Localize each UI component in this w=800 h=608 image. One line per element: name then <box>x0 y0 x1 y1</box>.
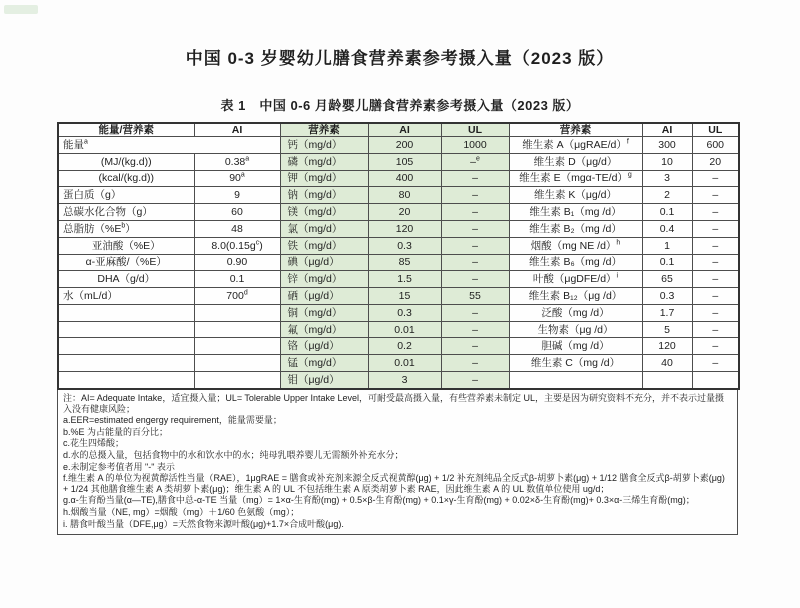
col-header-energy-nutrient: 能量/营养素 <box>58 123 194 137</box>
table-cell: 亚油酸（%E） <box>58 237 194 254</box>
footnote-line: d.水的总摄入量，包括食物中的水和饮水中的水；纯母乳喂养婴儿无需额外补充水分； <box>63 450 404 461</box>
table-cell: – <box>692 304 739 321</box>
nutrient-table <box>57 122 740 390</box>
table-cell: 0.01 <box>368 321 441 338</box>
table-cell: 15 <box>368 288 441 305</box>
table-cell: (MJ/(kg.d)) <box>58 153 194 170</box>
table-cell <box>509 372 642 390</box>
table-cell: 20 <box>368 204 441 221</box>
table-cell <box>642 372 692 390</box>
table-cell <box>194 304 280 321</box>
table-cell: 9 <box>194 187 280 204</box>
table-cell: 0.38$^a$ <box>194 153 280 170</box>
table-cell <box>58 338 194 355</box>
table-caption: 表 1 中国 0-6 月龄婴儿膳食营养素参考摄入量（2023 版） <box>220 98 580 113</box>
table-cell: 铬（μg/d） <box>280 338 368 355</box>
table-cell: 总脂肪$(\%E^b)$ <box>58 220 194 237</box>
table-cell: 烟酸（mg NE /d）$^h$ <box>509 237 642 254</box>
table-cell <box>58 372 194 390</box>
table-row <box>58 372 739 390</box>
table-cell: 蛋白质（g） <box>58 187 194 204</box>
table-cell: 胆碱（mg /d） <box>509 338 642 355</box>
table-cell: 能量$^a$ <box>58 137 280 154</box>
table-cell: 40 <box>642 355 692 372</box>
table-cell: – <box>441 372 509 390</box>
table-cell: 3 <box>642 170 692 187</box>
table-cell: 氯（mg/d） <box>280 220 368 237</box>
table-row <box>58 355 739 372</box>
table-cell: 0.01 <box>368 355 441 372</box>
table-cell: – <box>692 338 739 355</box>
table-cell: – <box>441 321 509 338</box>
table-cell: 维生素 B₁（mg /d） <box>509 204 642 221</box>
table-cell: 3 <box>368 372 441 390</box>
table-cell: – <box>692 187 739 204</box>
table-cell: 0.2 <box>368 338 441 355</box>
table-cell: 维生素 $E(mg\alpha-TE/d)^g$ <box>509 170 642 187</box>
table-cell <box>58 355 194 372</box>
table-cell: 0.4 <box>642 220 692 237</box>
table-cell: 400 <box>368 170 441 187</box>
table-cell <box>58 321 194 338</box>
table-row <box>58 288 739 305</box>
table-cell: – <box>441 204 509 221</box>
footnote-line: i. 膳食叶酸当量（DFE,μg）=天然食物来源叶酸(μg)+1.7×合成叶酸(μg). <box>63 518 344 529</box>
table-cell: 600 <box>692 137 739 154</box>
table-cell: – <box>692 170 739 187</box>
table-cell: – <box>441 237 509 254</box>
table-row <box>58 271 739 288</box>
table-cell: 20 <box>692 153 739 170</box>
footnote-line: c.花生四烯酸； <box>63 438 125 449</box>
table-cell: 镁（mg/d） <box>280 204 368 221</box>
table-cell: 120 <box>642 338 692 355</box>
table-cell: 700$^d$ <box>194 288 280 305</box>
footnote-line: f.维生素 A 的单位为视黄醇活性当量（RAE），1μgRAE = 膳食或补充剂来源全反式视黄醇(μg) + 1/2 补充剂纯品全反式β-胡萝卜素(μg) + 1/12 膳食全反式β-胡萝卜素(μg) + 1/24 其他膳食维生素 A 类胡萝卜素(μg)；维生素 A 的 UL 不包括维生素 A 原类胡萝卜素 RAE，因此维生素 A 的 UL 数值单位使用 ug/d； <box>63 473 725 494</box>
table-cell: 维生素 K（μg/d） <box>509 187 642 204</box>
table-cell: $8.0(0.15g^c)$ <box>194 237 280 254</box>
table-cell: 水（mL/d） <box>58 288 194 305</box>
table-cell: 维生素 A（μgRAE/d）$^f$ <box>509 137 642 154</box>
footnote-line: 注：AI= Adequate Intake，适宜摄入量；UL= Tolerable Upper Intake Level，可耐受最高摄入量，有些营养素未制定 UL，主要是因为研究资料不充分，并不表示过量摄入没有健康风险； <box>63 393 724 414</box>
table-cell: 钙（mg/d） <box>280 137 368 154</box>
col-header-nutrient-mid: 营养素 <box>280 123 368 137</box>
table-cell: 维生素 D（μg/d） <box>509 153 642 170</box>
table-cell: – <box>441 187 509 204</box>
table-cell: 1000 <box>441 137 509 154</box>
footnote-line: a.EER=estimated engergy requirement，能量需要量； <box>63 415 282 426</box>
table-cell: 碘（μg/d） <box>280 254 368 271</box>
table-cell: – <box>441 170 509 187</box>
footnote-line: g.α-生育酚当量(α—TE),膳食中总-α-TE 当量（mg）= 1×α-生育酚(mg) + 0.5×β-生育酚(mg) + 0.1×γ-生育酚(mg) + 0.02×δ-生育酚(mg)+ 0.3×α-三烯生育酚(mg)； <box>63 495 695 506</box>
table-row <box>58 338 739 355</box>
footnote-line: h.烟酸当量（NE, mg）=烟酸（mg）＋1/60 色氨酸（mg）； <box>63 507 300 518</box>
table-cell: 1 <box>642 237 692 254</box>
table-cell: 钼（μg/d） <box>280 372 368 390</box>
table-cell: 200 <box>368 137 441 154</box>
table-cell: 0.90 <box>194 254 280 271</box>
table-cell: 锌（mg/d） <box>280 271 368 288</box>
table-cell: – <box>692 237 739 254</box>
table-row <box>58 304 739 321</box>
table-cell: 60 <box>194 204 280 221</box>
table-cell: – <box>692 204 739 221</box>
table-cell: 铁（mg/d） <box>280 237 368 254</box>
table-cell: 总碳水化合物（g） <box>58 204 194 221</box>
table-cell: – <box>692 321 739 338</box>
table-row <box>58 321 739 338</box>
table-cell: 钾（mg/d） <box>280 170 368 187</box>
col-header-ul-mid: UL <box>441 123 509 137</box>
table-cell: – <box>692 254 739 271</box>
table-cell: DHA（g/d） <box>58 271 194 288</box>
table-row <box>58 137 739 154</box>
table-cell: – <box>692 288 739 305</box>
table-cell: 锰（mg/d） <box>280 355 368 372</box>
table-cell: – <box>441 220 509 237</box>
table-cell: 65 <box>642 271 692 288</box>
table-cell: 钠（mg/d） <box>280 187 368 204</box>
table-cell: 生物素（μg /d） <box>509 321 642 338</box>
table-cell: – <box>441 254 509 271</box>
table-cell: – <box>441 271 509 288</box>
document-title: 中国 0-3 岁婴幼儿膳食营养素参考摄入量（2023 版） <box>185 49 615 68</box>
table-row <box>58 254 739 271</box>
table-cell: 5 <box>642 321 692 338</box>
table-cell: 0.3 <box>642 288 692 305</box>
col-header-ai-right: AI <box>642 123 692 137</box>
table-cell: 维生素 B₁₂（μg /d） <box>509 288 642 305</box>
col-header-ul-right: UL <box>692 123 739 137</box>
table-row <box>58 204 739 221</box>
table-cell: 维生素 B₆（mg /d） <box>509 254 642 271</box>
table-cell <box>194 321 280 338</box>
table-cell: 90$^a$ <box>194 170 280 187</box>
table-row <box>58 170 739 187</box>
col-header-nutrient-right: 营养素 <box>509 123 642 137</box>
table-cell <box>194 372 280 390</box>
table-cell: 80 <box>368 187 441 204</box>
footnotes-box <box>57 390 738 535</box>
table-cell: 氟（mg/d） <box>280 321 368 338</box>
table-cell: 55 <box>441 288 509 305</box>
table-cell: – <box>441 338 509 355</box>
table-cell: – <box>692 271 739 288</box>
table-cell: 0.1 <box>642 254 692 271</box>
col-header-ai-left: AI <box>194 123 280 137</box>
footnote-line: b.%E 为占能量的百分比； <box>63 426 169 437</box>
table-cell: 0.1 <box>642 204 692 221</box>
table-cell: 硒（μg/d） <box>280 288 368 305</box>
table-cell: 48 <box>194 220 280 237</box>
table-cell: 10 <box>642 153 692 170</box>
table-body <box>58 137 739 389</box>
table-cell: (kcal/(kg.d)) <box>58 170 194 187</box>
table-cell <box>58 304 194 321</box>
table-row <box>58 237 739 254</box>
table-cell: 105 <box>368 153 441 170</box>
table-row <box>58 153 739 170</box>
table-cell: – <box>692 220 739 237</box>
table-cell: 300 <box>642 137 692 154</box>
table-header-row <box>58 123 739 137</box>
table-cell: 泛酸（mg /d） <box>509 304 642 321</box>
table-cell <box>194 355 280 372</box>
table-cell: 0.3 <box>368 304 441 321</box>
table-cell: 叶酸（μgDFE/d）$^i$ <box>509 271 642 288</box>
col-header-ai-mid: AI <box>368 123 441 137</box>
table-cell: 维生素 C（mg /d） <box>509 355 642 372</box>
table-cell: 铜（mg/d） <box>280 304 368 321</box>
table-row <box>58 220 739 237</box>
table-cell: 2 <box>642 187 692 204</box>
table-cell: – <box>692 355 739 372</box>
footnote-line: e.未制定参考值者用 "-" 表示 <box>63 461 175 472</box>
table-cell <box>692 372 739 390</box>
table-cell: –$^e$ <box>441 153 509 170</box>
table-cell: 1.7 <box>642 304 692 321</box>
table-cell: 0.1 <box>194 271 280 288</box>
table-cell: 1.5 <box>368 271 441 288</box>
table-cell: – <box>441 355 509 372</box>
table-cell: 0.3 <box>368 237 441 254</box>
table-cell: 维生素 B₂（mg /d） <box>509 220 642 237</box>
table-cell: – <box>441 304 509 321</box>
table-row <box>58 187 739 204</box>
table-cell: 120 <box>368 220 441 237</box>
table-cell: 85 <box>368 254 441 271</box>
scan-artifact <box>4 5 38 14</box>
nutrient-table-wrapper <box>57 122 738 535</box>
table-cell: α-亚麻酸/（%E） <box>58 254 194 271</box>
table-cell <box>194 338 280 355</box>
table-cell: 磷（mg/d） <box>280 153 368 170</box>
